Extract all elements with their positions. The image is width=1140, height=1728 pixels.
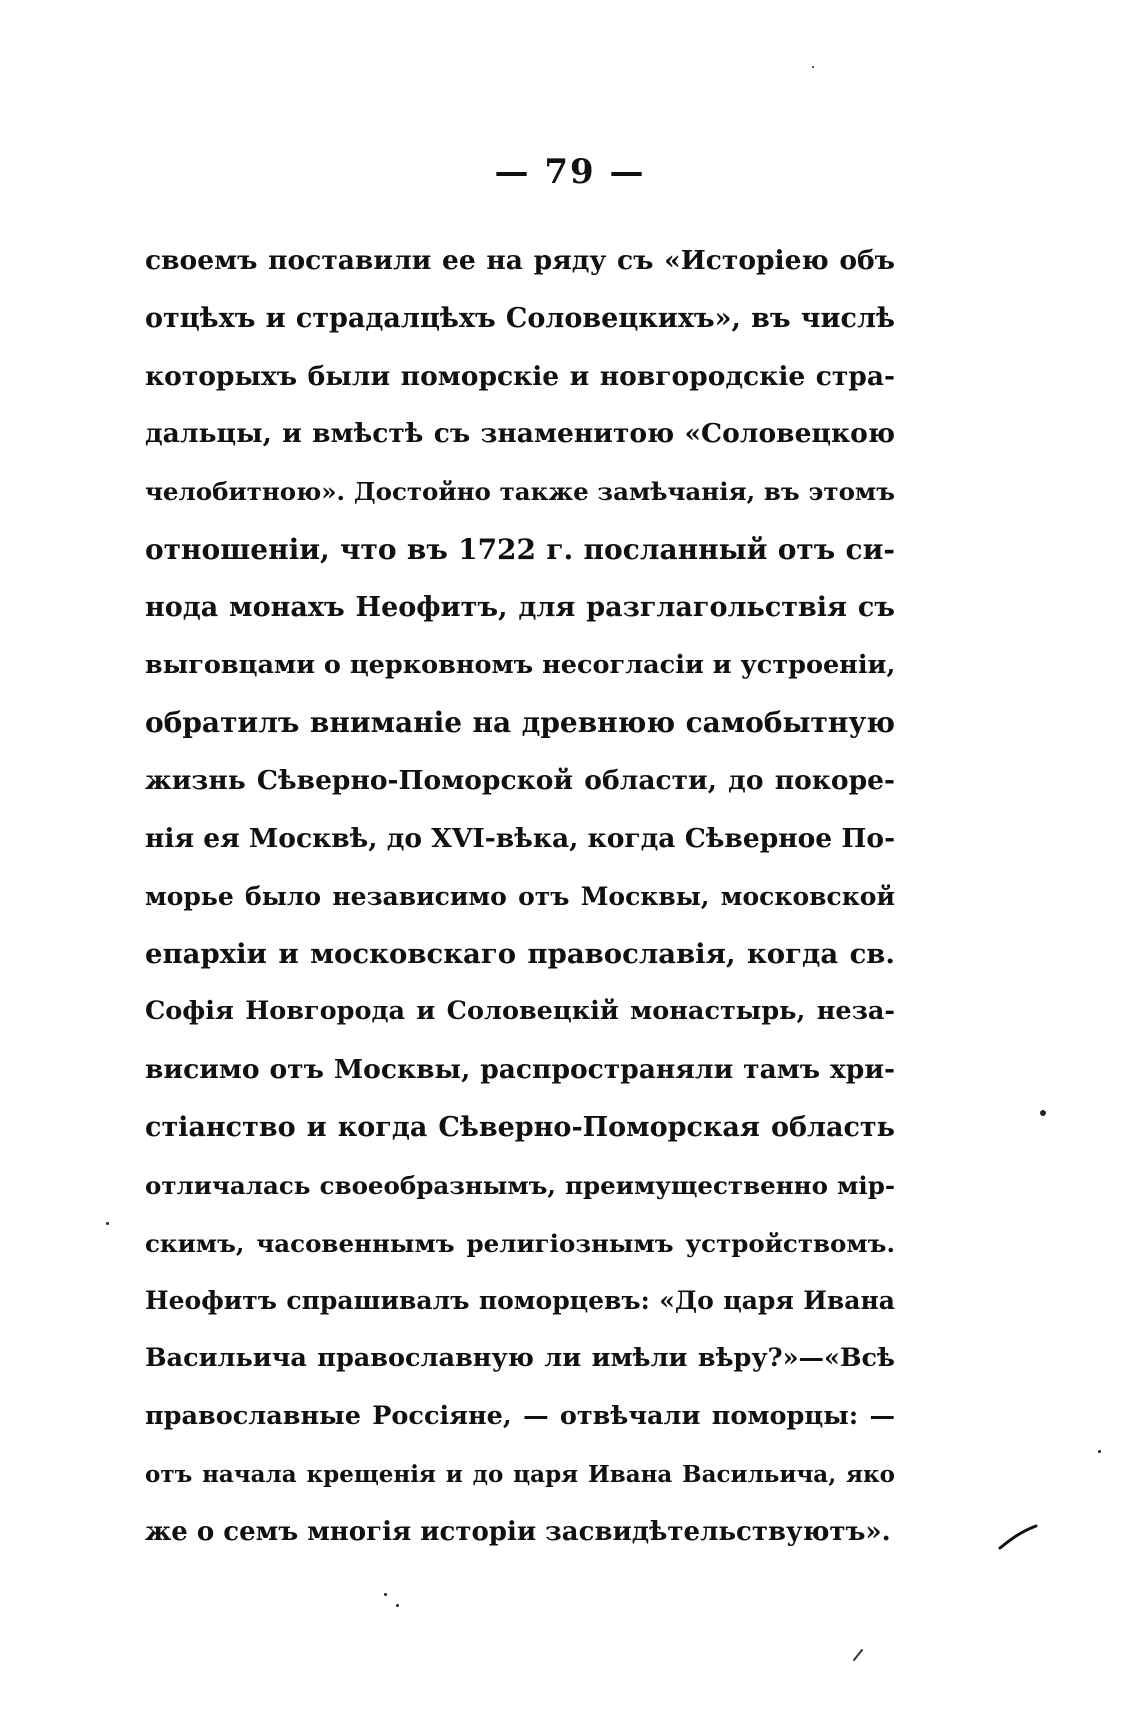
text-line: дальцы, и вмѣстѣ съ знаменитою «Соловецкою <box>145 418 895 450</box>
text-line: же о семъ многія исторіи засвидѣтельствуютъ». <box>145 1516 891 1547</box>
text-line: челобитною». Достойно также замѣчанія, въ этомъ <box>145 477 895 507</box>
text-line: выговцами о церковномъ несогласіи и устроеніи, <box>145 649 896 680</box>
pen-mark <box>998 1522 1038 1552</box>
text-line: своемъ поставили ее на ряду съ «Исторіею объ <box>145 245 895 276</box>
text-line: Васильича православную ли имѣли вѣру?»—«Всѣ <box>145 1343 895 1374</box>
text-line: отцѣхъ и страдалцѣхъ Соловецкихъ», въ числѣ <box>145 302 895 334</box>
text-line: отношеніи, что въ 1722 г. посланный отъ си- <box>145 532 895 566</box>
text-line: нода монахъ Неофитъ, для разглагольствія съ <box>145 591 895 623</box>
scan-speck <box>396 1604 399 1607</box>
text-line: морье было независимо отъ Москвы, московской <box>145 881 895 911</box>
text-line: православные Россіяне, — отвѣчали поморцы: — <box>145 1400 895 1431</box>
scan-speck <box>1098 1450 1101 1453</box>
text-line: Неофитъ спрашивалъ поморцевъ: «До царя Ивана <box>145 1286 895 1316</box>
page-number: — 79 — <box>494 152 646 192</box>
text-line: отъ начала крещенія и до царя Ивана Васильича, яко <box>145 1460 895 1488</box>
scan-speck <box>106 1222 109 1225</box>
text-line: жизнь Сѣверно-Поморской области, до покоре- <box>145 765 895 797</box>
text-line: скимъ, часовеннымъ религіознымъ устройствомъ. <box>145 1228 895 1258</box>
text-line: епархіи и московскаго православія, когда св. <box>145 937 895 970</box>
text-line: висимо отъ Москвы, распространяли тамъ хри- <box>145 1054 895 1086</box>
scan-speck <box>1040 1110 1046 1116</box>
text-line: стіанство и когда Сѣверно-Поморская область <box>145 1111 895 1143</box>
text-line: нія ея Москвѣ, до XVI-вѣка, когда Сѣверное По- <box>145 822 896 854</box>
scan-speck <box>812 66 814 68</box>
text-line: отличалась своеобразнымъ, преимущественно мір- <box>145 1170 895 1200</box>
pen-mark <box>852 1648 864 1662</box>
text-line: которыхъ были поморскіе и новгородскіе стра- <box>145 360 895 392</box>
scan-speck <box>384 1593 387 1596</box>
text-line: Софія Новгорода и Соловецкій монастырь, неза- <box>145 996 895 1027</box>
text-line: обратилъ вниманіе на древнюю самобытную <box>145 706 895 740</box>
body-text <box>145 232 895 1561</box>
